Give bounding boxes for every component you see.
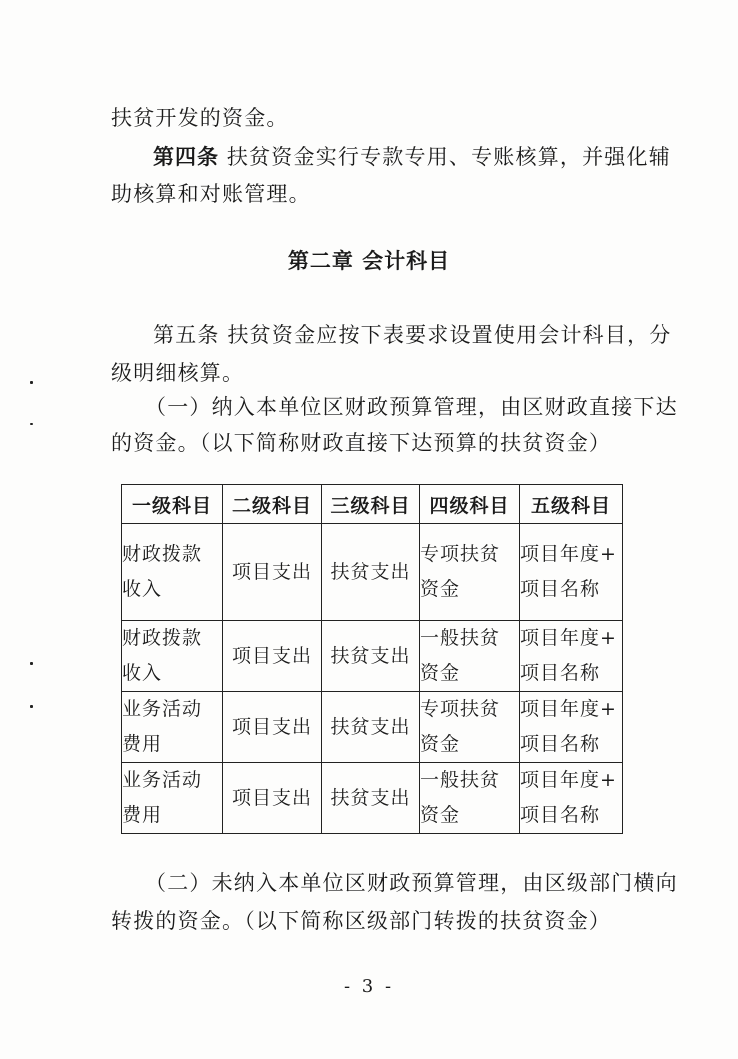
header-level-5: 五级科目	[520, 485, 623, 524]
table-cell: 财政拨款 收入	[122, 621, 223, 692]
table-cell: 一般扶贫 资金	[420, 621, 520, 692]
table-cell: 项目支出	[223, 524, 322, 621]
section-2-line-2: 转拨的资金。（以下简称区级部门转拨的扶贫资金）	[111, 909, 612, 933]
article-5-line-1: 第五条 扶贫资金应按下表要求设置使用会计科目，分	[153, 323, 672, 347]
table-cell: 项目支出	[223, 763, 322, 834]
table-cell: 专项扶贫 资金	[420, 692, 520, 763]
paragraph-continuation: 扶贫开发的资金。	[111, 106, 289, 130]
table-cell: 业务活动 费用	[122, 763, 223, 834]
table-row	[122, 524, 623, 621]
section-1-line-2: 的资金。（以下简称财政直接下达预算的扶贫资金）	[111, 431, 612, 455]
page-number: - 3 -	[343, 976, 395, 997]
table-header-row	[122, 485, 623, 524]
table-cell: 扶贫支出	[322, 524, 420, 621]
table-cell: 项目支出	[223, 621, 322, 692]
table-cell: 项目年度+ 项目名称	[520, 763, 623, 834]
table-cell: 项目年度+ 项目名称	[520, 692, 623, 763]
table-cell: 业务活动 费用	[122, 692, 223, 763]
header-level-2: 二级科目	[223, 485, 322, 524]
chapter-title: 第二章 会计科目	[287, 249, 451, 273]
table-cell: 扶贫支出	[322, 692, 420, 763]
table-cell: 项目支出	[223, 692, 322, 763]
scan-mark	[30, 381, 33, 384]
table-cell: 扶贫支出	[322, 763, 420, 834]
article-4-line-2: 助核算和对账管理。	[111, 182, 311, 206]
header-level-1: 一级科目	[122, 485, 223, 524]
header-level-4: 四级科目	[420, 485, 520, 524]
table-cell: 专项扶贫 资金	[420, 524, 520, 621]
scan-mark	[30, 705, 33, 708]
table-cell: 扶贫支出	[322, 621, 420, 692]
table-row	[122, 621, 623, 692]
table-row	[122, 763, 623, 834]
section-1-line-1: （一）纳入本单位区财政预算管理，由区财政直接下达	[145, 395, 678, 419]
accounting-subjects-table	[121, 484, 623, 834]
article-4-line-1	[153, 144, 671, 170]
scan-mark	[30, 423, 33, 425]
header-level-3: 三级科目	[322, 485, 420, 524]
scan-mark	[30, 662, 33, 665]
table-cell: 项目年度+ 项目名称	[520, 621, 623, 692]
table-row	[122, 692, 623, 763]
table-cell: 项目年度+ 项目名称	[520, 524, 623, 621]
article-4-label: 第四条	[153, 145, 219, 169]
table-cell: 财政拨款 收入	[122, 524, 223, 621]
article-5-line-2: 级明细核算。	[111, 361, 245, 385]
section-2-line-1: （二）未纳入本单位区财政预算管理，由区级部门横向	[145, 871, 678, 895]
article-4-text: 扶贫资金实行专款专用、专账核算，并强化辅	[226, 145, 671, 169]
table-cell: 一般扶贫 资金	[420, 763, 520, 834]
